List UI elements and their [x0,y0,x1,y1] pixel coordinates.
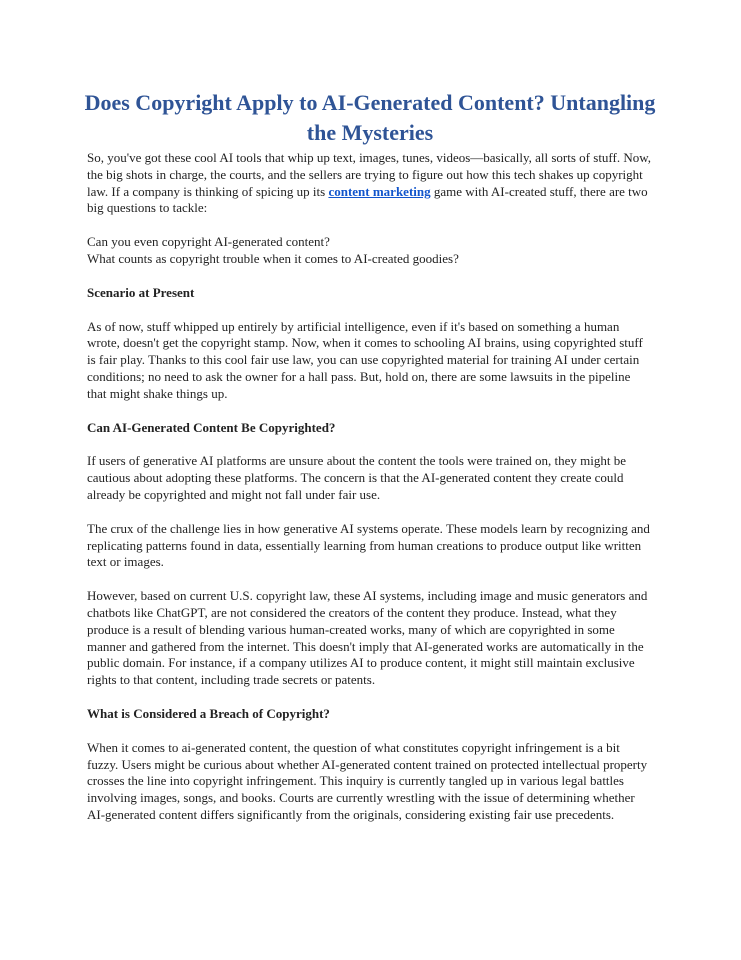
scenario-paragraph: As of now, stuff whipped up entirely by artificial intelligence, even if it's based on something a human wrote, doesn't get the copyright stamp. Now, when it comes to schooling AI brains, using copyrighted stuff is fair play. Thanks to this cool fair use law, you can use copyrighted material for training AI under certain conditions; no need to ask the owner for a hall pass. But, hold on, there are some lawsuits in the pipeline that might shake things up. [87,318,643,401]
section-heading-breach: What is Considered a Breach of Copyright? [87,705,330,721]
question-1: Can you even copyright AI-generated content? [87,234,330,250]
section-heading-can-copyright: Can AI-Generated Content Be Copyrighted? [87,419,336,435]
intro-text-after-link: game with AI-created stuff, there are two big questions to tackle: [87,183,648,216]
page-title: Does Copyright Apply to AI-Generated Content? Untangling the Mysteries [84,90,656,145]
can-copyright-paragraph-1: If users of generative AI platforms are unsure about the content the tools were trained on, they might be cautious about adopting these platforms. The concern is that the AI-generated content they create could already be copyrighted and might not fall under fair use. [87,453,626,502]
section-heading-scenario: Scenario at Present [87,284,195,300]
document-page [84,88,656,841]
breach-paragraph: When it comes to ai-generated content, the question of what constitutes copyright infringement is a bit fuzzy. Users might be curious about whether AI-generated content trained on protected intellectual property crosses the line into copyright infringement. This inquiry is currently tangled up in various legal battles involving images, songs, and books. Courts are currently wrestling with the issue of determining whether AI-generated content differs significantly from the originals, considering existing fair use precedents. [87,739,648,822]
can-copyright-paragraph-2: The crux of the challenge lies in how generative AI systems operate. These models learn by recognizing and replicating patterns found in data, essentially learning from human creations to produce output like written text or images. [87,520,650,570]
questions-list [87,234,653,268]
question-2: What counts as copyright trouble when it comes to AI-created goodies? [87,250,459,266]
intro-paragraph [87,150,653,217]
intro-text-before-link: So, you've got these cool AI tools that whip up text, images, tunes, videos—basically, all sorts of stuff. Now, the big shots in charge, the courts, and the sellers are trying to figure out how this tech shakes up copyright law. If a company is thinking of spicing up its [87,150,652,199]
can-copyright-paragraph-3: However, based on current U.S. copyright law, these AI systems, including image and music generators and chatbots like ChatGPT, are not considered the creators of the content they produce. Instead, what they produce is a result of blending various human-created works, many of which are copyrighted in some manner and gathered from the internet. This doesn't imply that AI-generated works are automatically in the public domain. For instance, if a company utilizes AI to produce content, it might still maintain exclusive rights to that content, including trade secrets or patents. [87,588,648,688]
content-marketing-link[interactable]: content marketing [328,183,431,199]
